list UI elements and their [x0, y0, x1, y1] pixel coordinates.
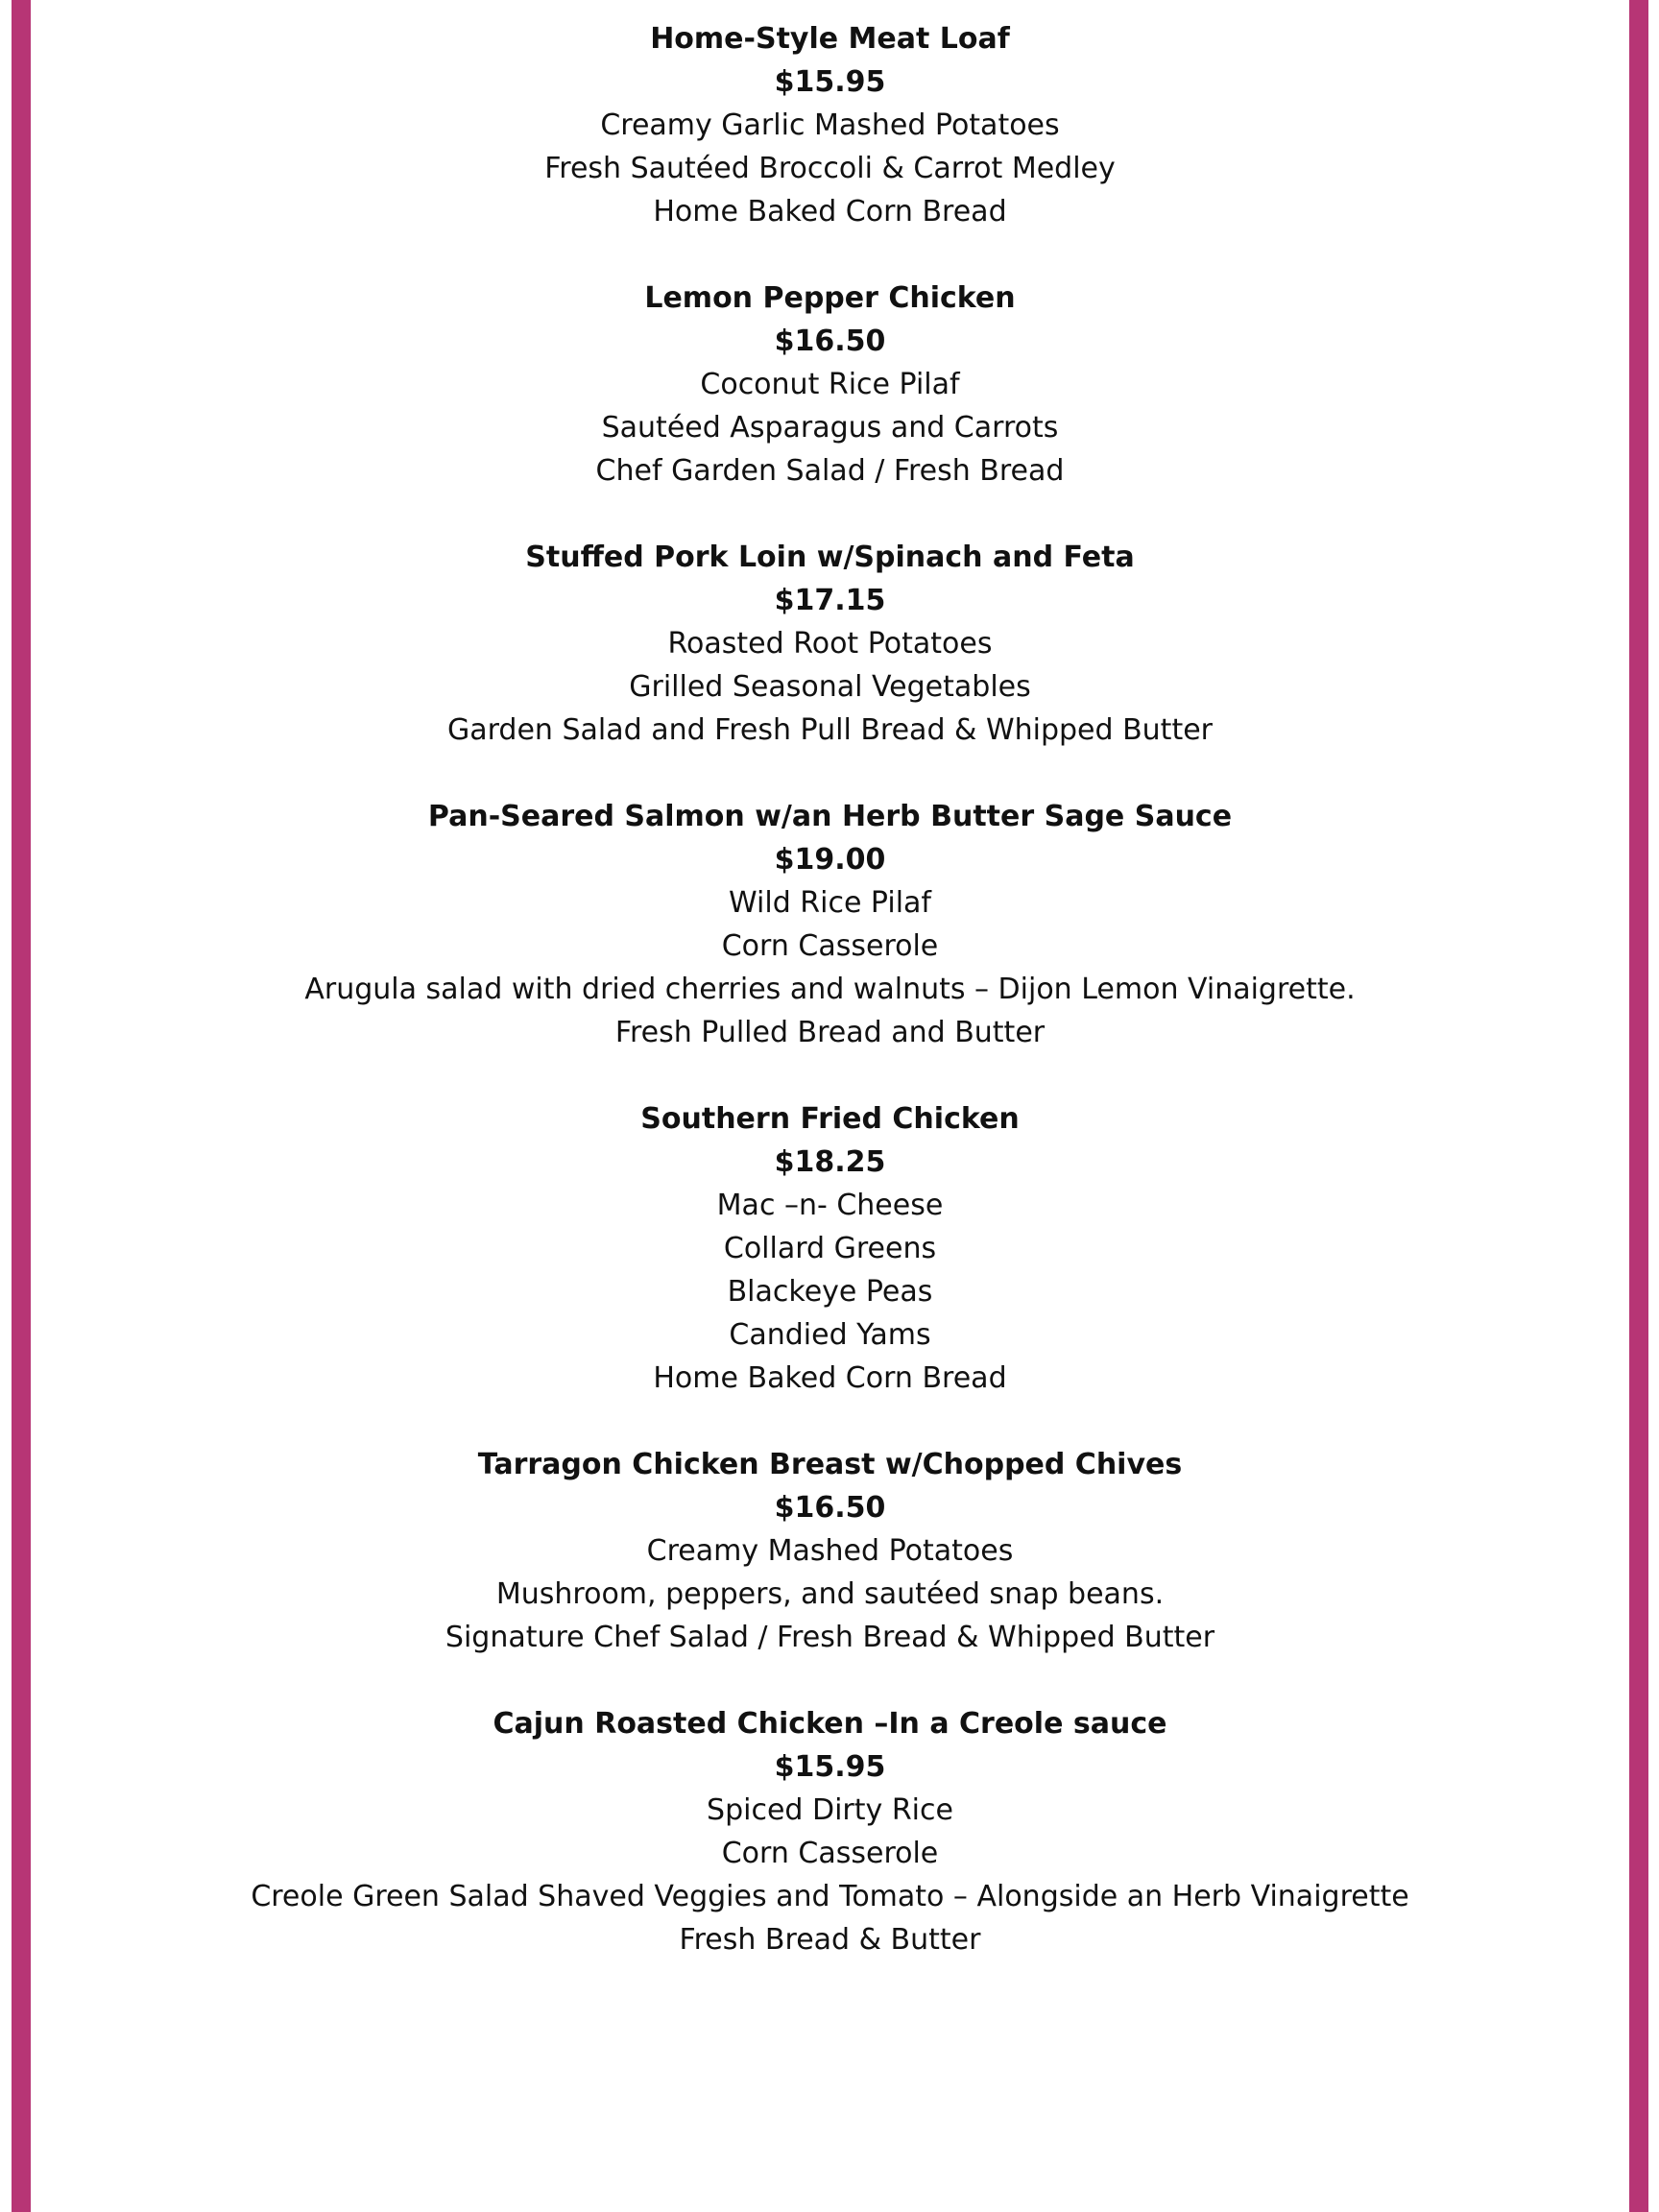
item-price: $16.50 — [774, 325, 886, 358]
item-side: Home Baked Corn Bread — [653, 195, 1007, 228]
item-side: Mushroom, peppers, and sautéed snap beans. — [495, 1577, 1165, 1611]
menu-item-cajun-roasted-chicken — [31, 1702, 1629, 1961]
menu-item-stuffed-pork-loin — [31, 536, 1629, 752]
item-price: $17.15 — [774, 584, 886, 617]
item-side: Mac –n- Cheese — [716, 1189, 944, 1222]
item-side: Corn Casserole — [721, 929, 939, 963]
item-side: Corn Casserole — [721, 1837, 939, 1870]
item-price: $18.25 — [774, 1145, 886, 1179]
item-side: Wild Rice Pilaf — [729, 886, 931, 920]
item-side: Blackeye Peas — [727, 1275, 933, 1309]
menu-item-southern-fried-chicken — [31, 1097, 1629, 1400]
item-side: Fresh Pulled Bread and Butter — [614, 1016, 1046, 1049]
menu-item-tarragon-chicken — [31, 1443, 1629, 1659]
right-border — [1629, 0, 1648, 2212]
item-side: Candied Yams — [729, 1318, 931, 1352]
item-price: $16.50 — [774, 1491, 886, 1525]
item-title: Lemon Pepper Chicken — [644, 281, 1016, 315]
item-title: Tarragon Chicken Breast w/Chopped Chives — [477, 1448, 1183, 1481]
item-side: Fresh Bread & Butter — [679, 1923, 981, 1957]
item-side: Creamy Garlic Mashed Potatoes — [600, 108, 1060, 142]
item-price: $19.00 — [774, 843, 886, 877]
item-price: $15.95 — [774, 1750, 886, 1784]
menu-item-lemon-pepper-chicken — [31, 276, 1629, 493]
item-side: Spiced Dirty Rice — [707, 1793, 953, 1827]
item-side: Chef Garden Salad / Fresh Bread — [595, 454, 1065, 488]
left-border — [12, 0, 31, 2212]
item-side: Creamy Mashed Potatoes — [646, 1534, 1014, 1568]
item-side: Creole Green Salad Shaved Veggies and Tomato – Alongside an Herb Vinaigrette — [251, 1880, 1409, 1913]
item-side: Home Baked Corn Bread — [653, 1361, 1007, 1395]
item-title: Stuffed Pork Loin w/Spinach and Feta — [525, 541, 1135, 574]
menu-item-pan-seared-salmon — [31, 795, 1629, 1054]
item-title: Southern Fried Chicken — [640, 1102, 1020, 1136]
menu-list — [31, 17, 1629, 2005]
item-side: Fresh Sautéed Broccoli & Carrot Medley — [544, 152, 1116, 185]
item-side: Roasted Root Potatoes — [667, 627, 993, 661]
item-side: Garden Salad and Fresh Pull Bread & Whipped Butter — [446, 713, 1213, 747]
item-side: Collard Greens — [723, 1232, 937, 1265]
item-title: Cajun Roasted Chicken –In a Creole sauce — [493, 1707, 1167, 1741]
item-side: Grilled Seasonal Vegetables — [629, 670, 1031, 704]
item-title: Pan-Seared Salmon w/an Herb Butter Sage Sauce — [427, 800, 1233, 833]
item-title: Home-Style Meat Loaf — [650, 22, 1010, 56]
item-side: Coconut Rice Pilaf — [700, 368, 960, 401]
item-side: Signature Chef Salad / Fresh Bread & Whipped Butter — [445, 1621, 1215, 1654]
item-side: Arugula salad with dried cherries and walnuts – Dijon Lemon Vinaigrette. — [304, 973, 1356, 1006]
item-price: $15.95 — [774, 65, 886, 99]
menu-item-meat-loaf — [31, 17, 1629, 233]
item-side: Sautéed Asparagus and Carrots — [601, 411, 1059, 445]
